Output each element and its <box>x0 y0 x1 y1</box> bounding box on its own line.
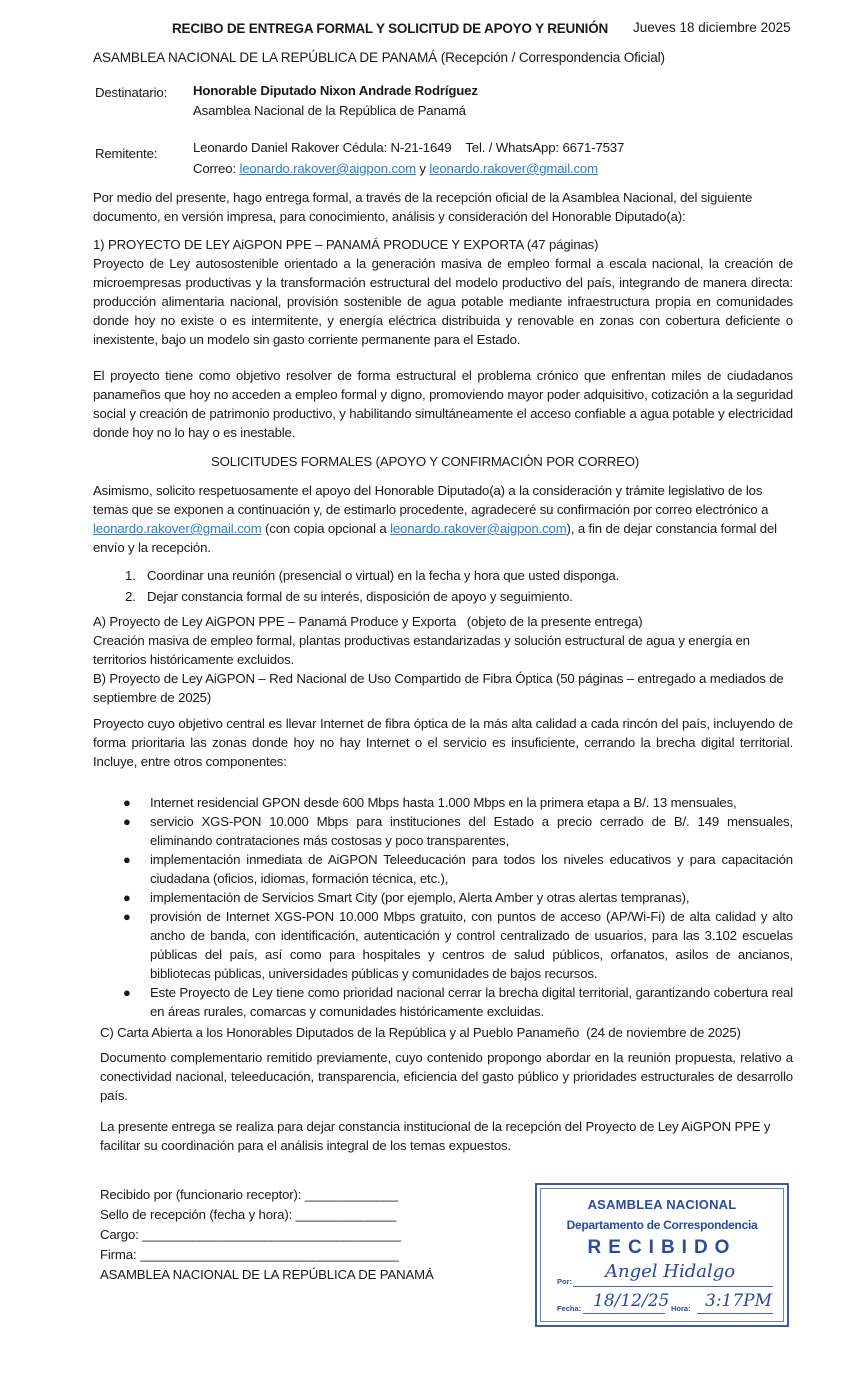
bullet-item <box>123 812 793 850</box>
stamp-time-handwriting: 3:17PM <box>705 1291 773 1311</box>
stamp-date-label: Fecha: <box>557 1304 582 1313</box>
section-b-bullet-list <box>123 793 793 1021</box>
position-field[interactable]: Cargo: ____________________________________ <box>100 1227 401 1242</box>
requests-text-start: Asimismo, solicito respetuosamente el apoyo del Honorable Diputado(a) a la consideración y trámite legislativo de los temas que se exponen a continuación y, de estimarlo procedente, agradeceré su confirmación por correo electrónico a <box>93 483 769 517</box>
bullet-item <box>123 793 793 812</box>
stamp-date-line <box>583 1313 665 1314</box>
request-item <box>125 566 620 585</box>
bullet-text: implementación inmediata de AiGPON Teleeducación para todos los niveles educativos y para capacitación ciudadana (oficios, idiomas, formación técnica, etc.), <box>150 852 793 886</box>
stamp-status: RECIBIDO <box>587 1237 737 1258</box>
requests-text-end: ), a fin de dejar constancia formal del envío y la recepción. <box>93 521 777 555</box>
bullet-item <box>123 907 793 983</box>
section-a-heading: A) Proyecto de Ley AiGPON PPE – Panamá Produce y Exporta (objeto de la presente entrega) <box>93 614 643 629</box>
recipient-institution: Asamblea Nacional de la República de Panamá <box>193 103 466 118</box>
stamp-department: Departamento de Correspondencia <box>566 1218 758 1232</box>
request-item-text: Coordinar una reunión (presencial o virtual) en la fecha y hora que usted disponga. <box>147 568 620 583</box>
signature-field[interactable]: Firma: ____________________________________ <box>100 1247 399 1262</box>
document-date: Jueves 18 diciembre 2025 <box>633 20 791 35</box>
institution-line: ASAMBLEA NACIONAL DE LA REPÚBLICA DE PANAMÁ (Recepción / Correspondencia Oficial) <box>93 50 665 65</box>
intro-paragraph: Por medio del presente, hago entrega formal, a través de la recepción oficial de la Asamblea Nacional, del siguiente documento, en versión impresa, para conocimiento, análisis y consideración del Honorable Diputado(a): <box>93 190 753 224</box>
stamp-by-label: Por: <box>557 1277 572 1286</box>
sender-info: Leonardo Daniel Rakover Cédula: N-21-1649 Tel. / WhatsApp: 6671-7537 <box>193 140 625 155</box>
request-item-number: 1. <box>125 568 136 583</box>
email-link-primary[interactable]: leonardo.rakover@gmail.com <box>93 521 262 536</box>
bullet-icon: ● <box>123 795 131 810</box>
request-item <box>125 587 573 606</box>
email-link-aigpon[interactable]: leonardo.rakover@aigpon.com <box>239 161 416 176</box>
bullet-text: Este Proyecto de Ley tiene como prioridad nacional cerrar la brecha digital territorial, garantizando cobertura real en áreas rurales, comarcas y comunidades históricamente excluidas. <box>150 985 793 1019</box>
sender-label: Remitente: <box>95 146 158 161</box>
stamp-by-handwriting: Angel Hidalgo <box>605 1261 736 1282</box>
bullet-icon: ● <box>123 909 131 924</box>
bullet-text: servicio XGS-PON 10.000 Mbps para instituciones del Estado a precio cerrado de B/. 149 mensuales, eliminando contrataciones más costosas y poco transparentes, <box>150 814 793 848</box>
bullet-icon: ● <box>123 890 131 905</box>
sender-emails <box>193 159 598 178</box>
bullet-item <box>123 983 793 1021</box>
email-joiner: y <box>415 161 430 176</box>
requests-paragraph <box>93 481 793 557</box>
project-1-description: Proyecto de Ley autosostenible orientado a la generación masiva de empleo formal a escala nacional, la creación de microempresas productivas y la transformación estructural del modelo productivo del país, integrando de manera directa: producción alimentaria nacional, provisión sostenible de agua potable mediante infraestructura propia en comunidades donde hoy no existe o es intermitente, y energía eléctrica distribuida y renovable en zonas con cobertura deficiente o inexistente, bajo un modelo sin gasto corriente permanente para el Estado. <box>93 256 793 347</box>
email-label: Correo: <box>193 161 240 176</box>
bullet-icon: ● <box>123 852 131 867</box>
stamp-time-line <box>697 1313 773 1314</box>
closing-paragraph: La presente entrega se realiza para dejar constancia institucional de la recepción del Proyecto de Ley AiGPON PPE y facilitar su coordinación para el análisis integral de los temas expuestos. <box>100 1119 771 1153</box>
stamp-date-handwriting: 18/12/25 <box>593 1291 670 1311</box>
bullet-item <box>123 888 793 907</box>
stamp-by-line <box>573 1286 773 1287</box>
bullet-text: provisión de Internet XGS-PON 10.000 Mbps gratuito, con puntos de acceso (AP/Wi-Fi) de alta calidad y alto ancho de banda, con identificación, autenticación y control centralizado de usuarios, para las 3.102 escuelas públicas del país, así como para hospitales y centros de salud públicos, orfanatos, asilos de ancianos, bibliotecas públicas, universidades públicas y comunidades de bajos recursos. <box>150 909 793 981</box>
requests-text-mid: (con copia opcional a <box>261 521 391 536</box>
stamp-time-label: Hora: <box>671 1304 691 1313</box>
document-title: RECIBO DE ENTREGA FORMAL Y SOLICITUD DE APOYO Y REUNIÓN <box>172 21 609 36</box>
request-item-text: Dejar constancia formal de su interés, disposición de apoyo y seguimiento. <box>147 589 573 604</box>
section-c-text: Documento complementario remitido previamente, cuyo contenido propongo abordar en la reunión propuesta, relativo a conectividad nacional, teleeducación, transparencia, eficiencia del gasto público y prioridades estructurales de desarrollo país. <box>100 1050 793 1103</box>
section-b-text: Proyecto cuyo objetivo central es llevar Internet de fibra óptica de la más alta calidad a cada rincón del país, incluyendo de forma prioritaria las zonas donde hoy no hay Internet o el servicio es insuficiente, cerrando la brecha digital territorial. Incluye, entre otros componentes: <box>93 716 793 769</box>
recipient-label: Destinatario: <box>95 85 168 100</box>
bullet-icon: ● <box>123 985 131 1000</box>
email-link-copy[interactable]: leonardo.rakover@aigpon.com <box>390 521 567 536</box>
section-b-heading: B) Proyecto de Ley AiGPON – Red Nacional de Uso Compartido de Fibra Óptica (50 páginas – entregado a mediados de septiembre de 2025) <box>93 671 784 705</box>
recipient-name: Honorable Diputado Nixon Andrade Rodríguez <box>193 83 478 98</box>
section-a-text: Creación masiva de empleo formal, plantas productivas estandarizadas y solución estructural de agua y energía en territorios históricamente excluidos. <box>93 633 750 667</box>
signature-institution: ASAMBLEA NACIONAL DE LA REPÚBLICA DE PANAMÁ <box>100 1267 434 1282</box>
stamp-title: ASAMBLEA NACIONAL <box>587 1197 737 1212</box>
project-1-objective: El proyecto tiene como objetivo resolver de forma estructural el problema crónico que enfrentan miles de ciudadanos panameños que hoy no acceden a empleo formal y digno, promoviendo mayor poder adquisitivo, cotización a la seguridad social y creación de patrimonio productivo, y habilitando simultáneamente el acceso confiable a agua potable y electricidad donde hoy no lo hay o es inestable. <box>93 368 793 440</box>
bullet-text: Internet residencial GPON desde 600 Mbps hasta 1.000 Mbps en la primera etapa a B/. 13 mensuales, <box>150 795 737 810</box>
reception-seal-field[interactable]: Sello de recepción (fecha y hora): ______________ <box>100 1207 397 1222</box>
section-c-heading: C) Carta Abierta a los Honorables Diputados de la República y al Pueblo Panameño (24 de noviembre de 2025) <box>100 1025 741 1040</box>
request-item-number: 2. <box>125 589 136 604</box>
bullet-item <box>123 850 793 888</box>
received-by-field[interactable]: Recibido por (funcionario receptor): _____________ <box>100 1187 399 1202</box>
project-1-heading: 1) PROYECTO DE LEY AiGPON PPE – PANAMÁ PRODUCE Y EXPORTA (47 páginas) <box>93 237 599 252</box>
reception-stamp <box>535 1183 789 1327</box>
email-link-gmail[interactable]: leonardo.rakover@gmail.com <box>429 161 598 176</box>
requests-heading: SOLICITUDES FORMALES (APOYO Y CONFIRMACIÓN POR CORREO) <box>210 454 640 469</box>
bullet-text: implementación de Servicios Smart City (por ejemplo, Alerta Amber y otras alertas tempranas), <box>150 890 690 905</box>
bullet-icon: ● <box>123 814 131 829</box>
